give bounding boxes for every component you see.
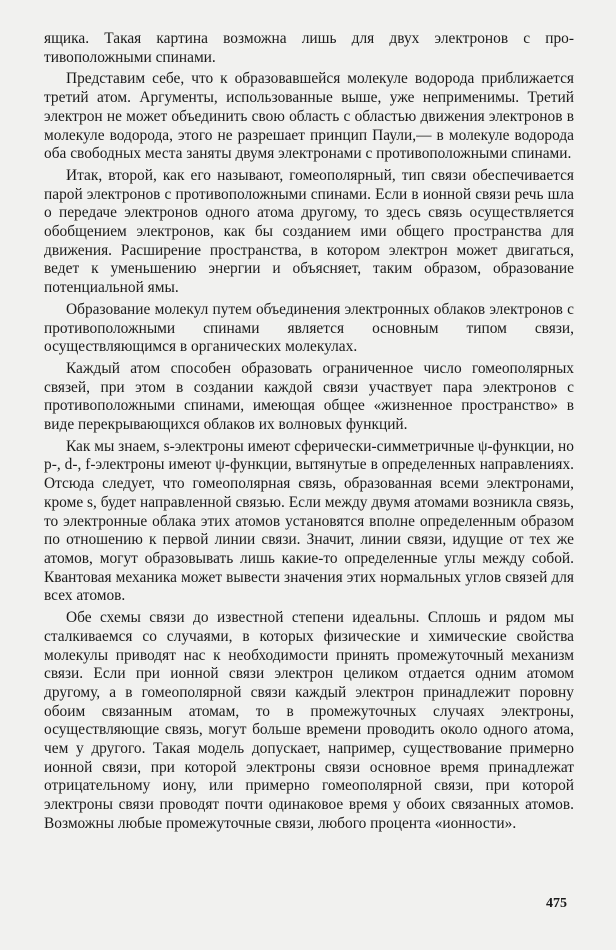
page-body [44,30,574,834]
paragraph-5: Каждый атом способен образовать ограниченное число гомеополярных связей, при этом в создании каждой связи участвует пара электронов с противоположными спинами, имеющая общее «жизненное пространство» в виде перекрывающихся облаков их волновых функций. [44,359,574,434]
paragraph-2: Представим себе, что к образовавшейся молекуле водорода приближается третий атом. Аргументы, использованные выше, уже неприменимы. Третий электрон не может объединить свою область с областью движения электронов в молекуле водорода, этого не разрешает принцип Паули,— в молекуле водорода оба свободных места заняты двумя электронами с противоположными спинами. [44,70,574,163]
paragraph-3: Итак, второй, как его называют, гомеополярный, тип связи обеспечивается парой электронов с противоположными спинами. Если в ионной связи речь шла о передаче электронов одного атома другому, то здесь связь осуществляется обобщением электронов, как бы созданием ими общего пространства для движения. Расширение пространства, в котором электрон может двигаться, ведет к уменьшению энергии и объясняет, таким образом, образование потенциальной ямы. [44,166,574,297]
paragraph-6: Как мы знаем, s-электроны имеют сферически-симметричные ψ-функции, но p-, d-, f-электроны имеют ψ-функции, вытянутые в определенных направлениях. Отсюда следует, что гомеополярная связь, образованная всеми электронами, кроме s, будет направленной связью. Если между двумя атомами возникла связь, то электронные облака этих атомов установятся вполне определенным образом по отношению к первой линии связи. Значит, линии связи, идущие от тех же атомов, могут образовывать лишь какие-то определенные углы между собой. Квантовая механика может вывести значения этих нормальных углов связей для всех атомов. [44,437,574,605]
paragraph-1: ящика. Такая картина возможна лишь для двух электронов с противоположными спинами. [44,30,574,66]
paragraph-4: Образование молекул путем объединения электронных облаков электронов с противоположными спинами является основным типом связи, осуществляющимся в органических молекулах. [44,300,574,356]
page-number: 475 [546,896,567,911]
paragraph-7: Обе схемы связи до известной степени идеальны. Сплошь и рядом мы сталкиваемся со случаями, в которых физические и химические свойства молекулы приводят нас к необходимости принять промежуточный механизм связи. Если при ионной связи электрон целиком отдается одним атомом другому, а в гомеополярной связи каждый электрон принадлежит поровну обоим связанным атомам, то в промежуточных случаях электроны, осуществляющие связь, могут больше времени проводить около одного атома, чем у другого. Такая модель допускает, например, существование примерно ионной связи, при которой электроны связи основное время принадлежат отрицательному иону, или примерно гомеополярной связи, при которой электроны связи проводят почти одинаковое время у обоих связанных атомов. Возможны любые промежуточные связи, любого процента «ионности». [44,609,574,832]
